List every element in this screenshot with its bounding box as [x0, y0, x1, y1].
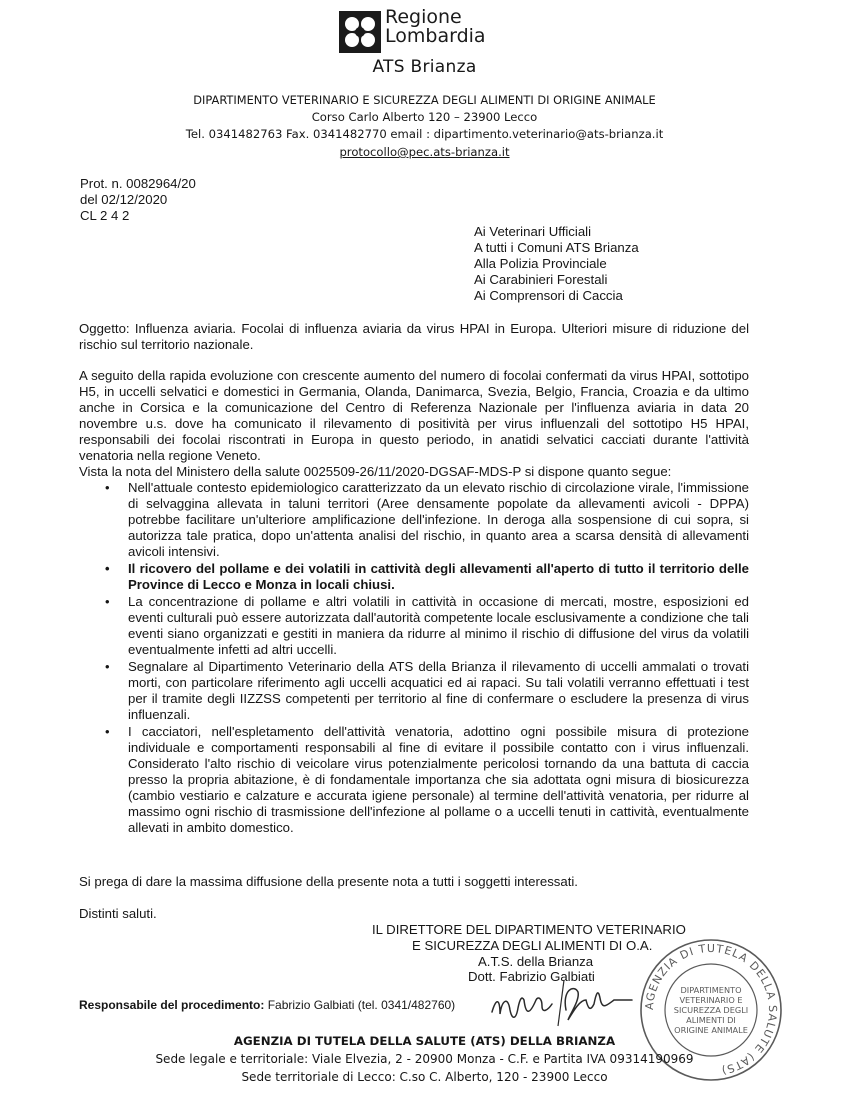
protocol-block: [80, 176, 196, 224]
stamp-center-line: DIPARTIMENTO: [680, 985, 742, 995]
recipient: Alla Polizia Provinciale: [474, 256, 607, 271]
signatory-title-1: IL DIRETTORE DEL DIPARTIMENTO VETERINARIO: [372, 922, 686, 937]
responsible-value: Fabrizio Galbiati (tel. 0341/482760): [267, 998, 456, 1012]
ministry-reference: Vista la nota del Ministero della salute 0025509-26/11/2020-DGSAF-MDS-P si dispone quanto segue:: [79, 464, 672, 479]
greeting: Distinti saluti.: [79, 906, 157, 921]
logo-line-2: Lombardia: [385, 25, 486, 47]
measure-item: • La concentrazione di pollame e altri volatili in cattività in occasione di mercati, mostre, esposizioni ed eventi culturali può essere autorizzata dall'autorità competente locale esclusivamente a condizione che tali eventi siano organizzati e gestiti in maniera da ridurre al minimo il rischio di diffusione del virus da volatili eventualmente infetti ad altri uccelli.: [79, 594, 749, 658]
regione-lombardia-logo: [339, 6, 499, 56]
pec-email-link[interactable]: protocollo@pec.ats-brianza.it: [339, 145, 510, 159]
recipient: Ai Veterinari Ufficiali: [474, 224, 592, 239]
stamp-center-line: ORIGINE ANIMALE: [674, 1025, 748, 1035]
measure-item: • I cacciatori, nell'espletamento dell'attività venatoria, adottino ogni possibile misura di protezione individuale e comportamenti responsabili al fine di evitare il possibile contatto con i virus influenzali. Considerato l'alto rischio di veicolare virus potenzialmente pericolosi tornando da una battuta di caccia presso la propria abitazione, è di fondamentale importanza che sia adottata ogni misura di biosicurezza (cambio vestiario e calzature e accurata igiene personale) al termine dell'attività venatoria, per ridurre al massimo ogni rischio di trasmissione dell'infezione al pollame o a uccelli tenuti in cattività, eventualmente allevati in ambito domestico.: [79, 724, 749, 836]
protocol-date: del 02/12/2020: [80, 192, 168, 207]
signatory-title-2: E SICUREZZA DEGLI ALIMENTI DI O.A.: [412, 938, 653, 953]
footer-lecco-address: Sede territoriale di Lecco: C.so C. Alberto, 120 - 23900 Lecco: [241, 1070, 608, 1084]
handwritten-signature-icon: [482, 970, 642, 1040]
ats-name: ATS Brianza: [372, 57, 477, 77]
responsible-line: [79, 998, 455, 1012]
department-title: DIPARTIMENTO VETERINARIO E SICUREZZA DEGLI ALIMENTI DI ORIGINE ANIMALE: [193, 93, 656, 107]
measure-item-bold: • Il ricovero del pollame e dei volatili in cattività degli allevamenti all'aperto di tutto il territorio delle Province di Lecco e Monza in locali chiusi.: [79, 561, 749, 593]
footer-agency-name: AGENZIA DI TUTELA DELLA SALUTE (ATS) DELLA BRIANZA: [233, 1034, 616, 1048]
recipient: A tutti i Comuni ATS Brianza: [474, 240, 639, 255]
recipient: Ai Carabinieri Forestali: [474, 272, 608, 287]
regione-lombardia-emblem-icon: [339, 11, 381, 53]
stamp-center-line: ALIMENTI DI: [686, 1015, 736, 1025]
logo-line-1: Regione: [385, 6, 462, 28]
signatory-name: Dott. Fabrizio Galbiati: [468, 969, 595, 984]
subject-line: Oggetto: Influenza aviaria. Focolai di influenza aviaria da virus HPAI in Europa. Ulteriori misure di riduzione del rischio sul territorio nazionale.: [79, 321, 749, 352]
recipient: Ai Comprensori di Caccia: [474, 288, 623, 303]
measures-list: [79, 480, 749, 837]
responsible-label: Responsabile del procedimento:: [79, 998, 265, 1012]
stamp-ring-text: AGENZIA DI TUTELA DELLA SALUTE (ATS): [642, 941, 780, 1078]
stamp-center-line: VETERINARIO E: [679, 995, 743, 1005]
measure-item: • Segnalare al Dipartimento Veterinario della ATS della Brianza il rilevamento di uccelli ammalati o trovati morti, con particolare riferimento agli uccelli acquatici ed ai rapaci. Su tali volatili verranno effettuati i test per il tramite degli IIZZSS competenti per territorio al fine di confermare o escludere la presenza di virus influenzali.: [79, 659, 749, 723]
protocol-number: Prot. n. 0082964/20: [80, 176, 196, 191]
protocol-class: CL 2 4 2: [80, 208, 130, 223]
measure-item: • Nell'attuale contesto epidemiologico caratterizzato da un elevato rischio di circolazione virale, l'immissione di selvaggina allevata in taluni territori (Aree densamente popolate da allevamenti avicoli - DPPA) potrebbe facilitare un'ulteriore amplificazione dell'infezione. In deroga alla sospensione di cui sopra, si autorizza tale pratica, dopo un'attenta analisi del rischio, in quanto area a scarsa densità di allevamenti avicoli intensivi.: [79, 480, 749, 560]
department-contacts: Tel. 0341482763 Fax. 0341482770 email : dipartimento.veterinario@ats-brianza.it: [185, 127, 664, 141]
closing-request: Si prega di dare la massima diffusione della presente nota a tutti i soggetti interessati.: [79, 874, 578, 889]
footer-legal-address: Sede legale e territoriale: Viale Elvezia, 2 - 20900 Monza - C.F. e Partita IVA 09314190969: [155, 1052, 694, 1066]
department-address: Corso Carlo Alberto 120 – 23900 Lecco: [311, 110, 538, 124]
signatory-organization: A.T.S. della Brianza: [478, 954, 594, 969]
intro-paragraph: A seguito della rapida evoluzione con crescente aumento del numero di focolai confermati da virus HPAI, sottotipo H5, in uccelli selvatici e domestici in Germania, Olanda, Danimarca, Svezia, Belgio, Francia, Croazia e da ultimo anche in Corsica e la comunicazione del Centro di Referenza Nazionale per l'influenza aviaria in data 20 novembre u.s. dove ha comunicato il rilevamento di positività per virus influenzali del sottotipo H5 HPAI, responsabili dei focolai riscontrati in Europa in questo periodo, in anatidi selvatici cacciati durante l'attività venatoria nella regione Veneto.: [79, 368, 749, 463]
recipients-block: [474, 224, 639, 304]
stamp-center-line: SICUREZZA DEGLI: [673, 1005, 749, 1015]
